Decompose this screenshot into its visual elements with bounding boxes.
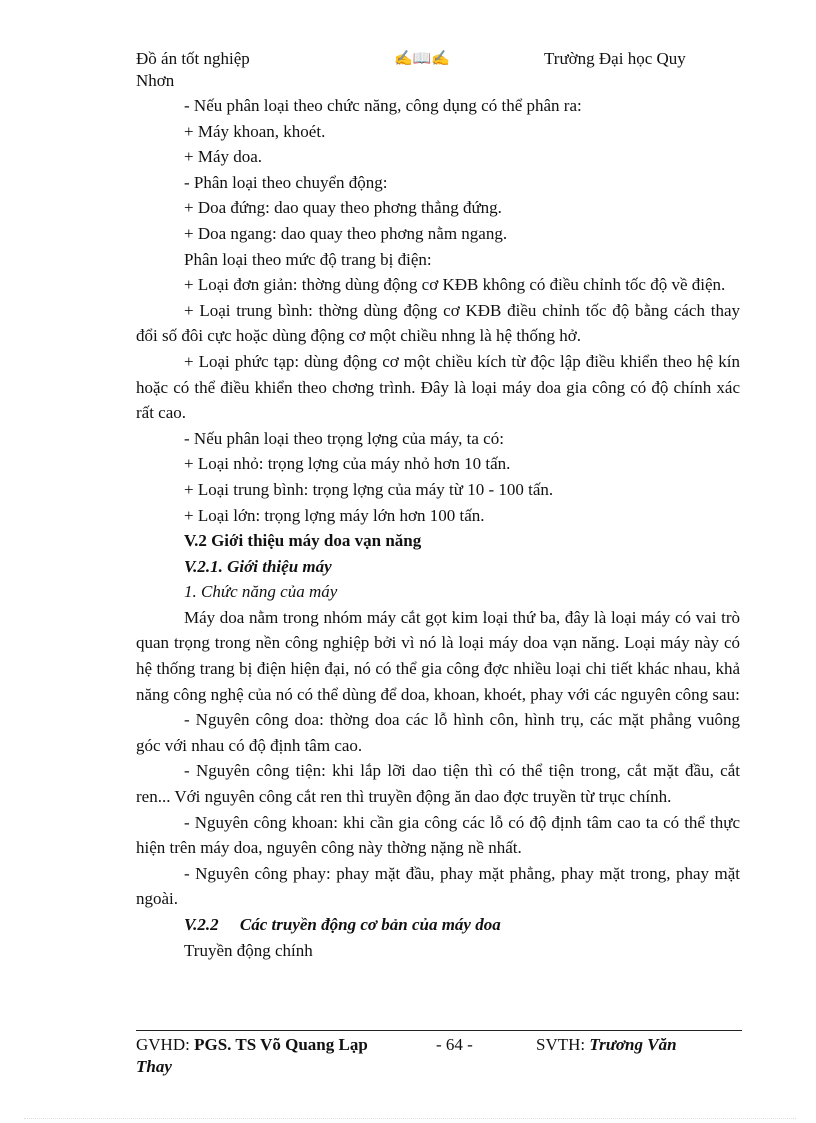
paragraph: - Nguyên công khoan: khi cần gia công các lỗ có độ định tâm cao ta có thể thực hiện trên máy doa, nguyên công này thờng nặng nề nhất. <box>136 812 740 858</box>
header-left: Đồ án tốt nghiệp <box>136 49 250 68</box>
page-header <box>136 48 740 92</box>
paragraph: + Loại trung bình: trọng lợng của máy từ 10 - 100 tấn. <box>184 479 554 499</box>
subsection-heading: V.2.2 Các truyền động cơ bản của máy doa <box>184 915 501 934</box>
paragraph: + Máy khoan, khoét. <box>184 121 326 141</box>
sub-subsection-heading: 1. Chức năng của máy <box>184 582 338 602</box>
header-right: Trường Đại học Quy <box>544 49 686 68</box>
paragraph: - Nếu phân loại theo trọng lợng của máy, ta có: <box>184 428 504 448</box>
paragraph: + Loại đơn giản: thờng dùng động cơ KĐB không có điều chỉnh tốc độ về điện. <box>184 275 726 295</box>
paragraph: + Loại lớn: trọng lợng máy lớn hơn 100 tấn. <box>184 505 485 525</box>
footer-gvhd <box>136 1034 368 1056</box>
footer-rule <box>136 1030 742 1031</box>
paragraph: + Loại trung bình: thờng dùng động cơ KĐB điều chỉnh tốc độ bằng cách thay đổi số đôi cực hoặc dùng động cơ một chiều nhng là hệ thống hở. <box>136 300 740 346</box>
paragraph: + Loại nhỏ: trọng lợng của máy nhỏ hơn 10 tấn. <box>184 454 511 474</box>
section-heading: V.2 Giới thiệu máy doa vạn năng <box>184 531 422 551</box>
paragraph: - Nguyên công phay: phay mặt đầu, phay mặt phẳng, phay mặt trong, phay mặt ngoài. <box>136 863 740 909</box>
paragraph: + Máy doa. <box>184 147 263 167</box>
paragraph: Truyền động chính <box>184 940 313 960</box>
svth-name-wrap: Thay <box>136 1057 172 1076</box>
gvhd-label: GVHD: <box>136 1035 195 1054</box>
header-left-wrap: Nhơn <box>136 71 175 90</box>
book-ornament-icon: ✍📖✍ <box>394 51 451 67</box>
svth-label: SVTH: <box>536 1035 590 1054</box>
paragraph: - Phân loại theo chuyển động: <box>184 172 388 192</box>
paragraph: - Nguyên công tiện: khi lắp lỡi dao tiện thì có thể tiện trong, cắt mặt đầu, cắt ren... Với nguyên công cắt ren thì truyền động ăn dao đợc truyền từ trục chính. <box>136 761 740 807</box>
paragraph: + Loại phức tạp: dùng động cơ một chiều kích từ độc lập điều khiển theo hệ kín hoặc có thể điều khiển theo chơng trình. Đây là loại máy doa gia công có độ chính xác rất cao. <box>136 351 740 423</box>
page-number: - 64 - <box>436 1035 473 1054</box>
footer-svth <box>536 1034 677 1056</box>
paragraph: + Doa ngang: dao quay theo phơng nằm ngang. <box>184 223 508 243</box>
paragraph: - Nếu phân loại theo chức năng, công dụng có thể phân ra: <box>184 96 582 115</box>
page-body <box>136 93 740 963</box>
gvhd-name: PGS. TS Võ Quang Lạp <box>194 1035 368 1054</box>
paragraph: Phân loại theo mức độ trang bị điện: <box>184 249 432 269</box>
paragraph: + Doa đứng: dao quay theo phơng thẳng đứng. <box>184 198 502 218</box>
page-footer <box>136 1034 742 1078</box>
subsection-heading: V.2.1. Giới thiệu máy <box>184 556 332 576</box>
svth-name: Trương Văn <box>589 1035 677 1054</box>
paragraph: - Nguyên công doa: thờng doa các lỗ hình côn, hình trụ, các mặt phẳng vuông góc với nhau có độ định tâm cao. <box>136 710 740 755</box>
paragraph: Máy doa nằm trong nhóm máy cắt gọt kim loại thứ ba, đây là loại máy có vai trò quan trọng trong nền công nghiệp bởi vì nó là loại máy doa vạn năng. Loại máy này có hệ thống trang bị điện hiện đại, nó có thể gia công đợc nhiều loại chi tiết khác nhau, khả năng công nghệ của nó có thể dùng để doa, khoan, khoét, phay với các nguyên công sau: <box>136 607 740 704</box>
page-edge-divider <box>24 1118 796 1119</box>
